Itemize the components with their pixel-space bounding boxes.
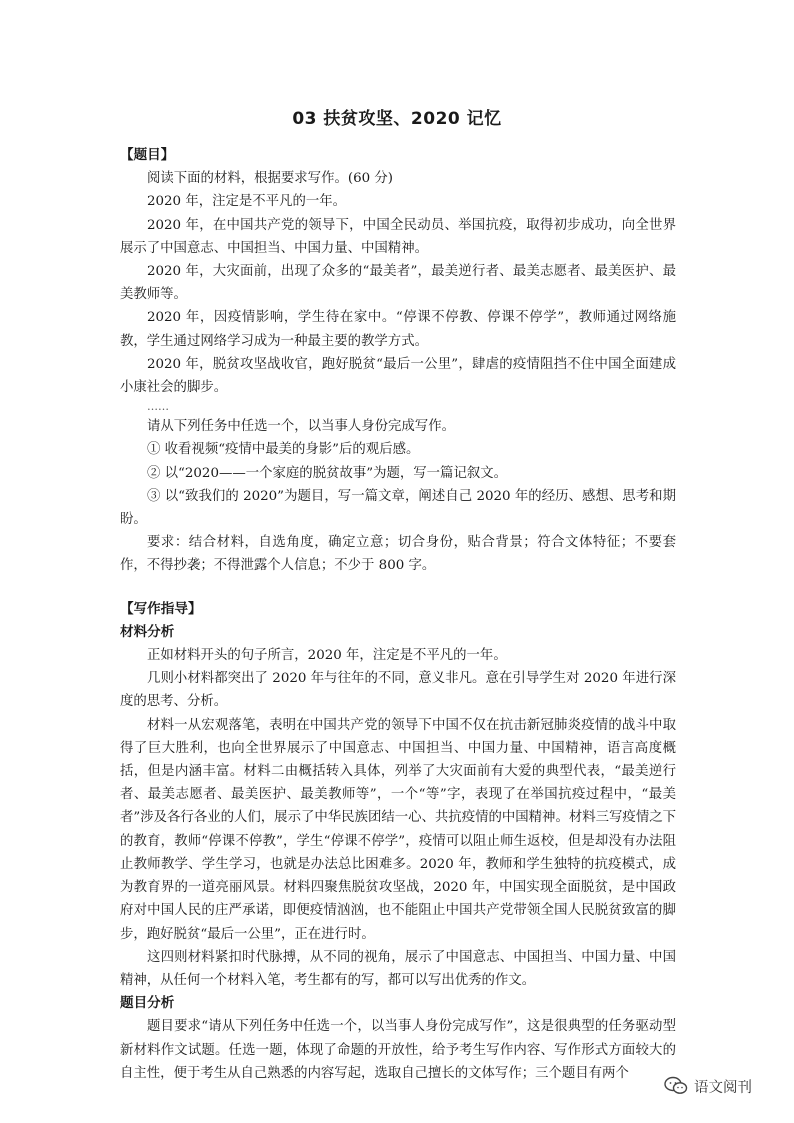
document-body — [120, 144, 676, 1085]
analysis-paragraph: 这四则材料紧扣时代脉搏，从不同的视角，展示了中国意志、中国担当、中国力量、中国精神，从任何一个材料入笔，考生都有的写，都可以写出优秀的作文。 — [120, 949, 676, 988]
topic-paragraph: 题目要求“请从下列任务中任选一个，以当事人身份完成写作”，这是很典型的任务驱动型新材料作文试题。任选一题，体现了命题的开放性，给予考生写作内容、写作形式方面较大的自主性，便于考生从自己熟悉的内容写起，选取自己擅长的文体写作；三个题目有两个 — [120, 1019, 676, 1081]
analysis-paragraph: 几则小材料都突出了 2020 年与往年的不同，意义非凡。意在引导学生对 2020 年进行深度的思考、分析。 — [120, 671, 676, 710]
material-analysis-heading: 材料分析 — [120, 623, 175, 640]
prompt-paragraph: 2020 年，在中国共产党的领导下，中国全民动员、举国抗疫，取得初步成功，向全世界展示了中国意志、中国担当、中国力量、中国精神。 — [120, 217, 676, 256]
task-item: ① 收看视频“疫情中最美的身影”后的观后感。 — [147, 442, 420, 458]
topic-analysis-heading: 题目分析 — [120, 995, 175, 1012]
prompt-paragraph: 2020 年，因疫情影响，学生待在家中。“停课不停教、停课不停学”，教师通过网络施教，学生通过网络学习成为一种最主要的教学方式。 — [120, 310, 676, 349]
analysis-paragraph: 正如材料开头的句子所言，2020 年，注定是不平凡的一年。 — [147, 648, 507, 664]
prompt-paragraph: 2020 年，大灾面前，出现了众多的“最美者”，最美逆行者、最美志愿者、最美医护、最美教师等。 — [120, 264, 676, 303]
prompt-paragraph: 阅读下面的材料，根据要求写作。(60 分) — [147, 171, 393, 187]
analysis-paragraph: 材料一从宏观落笔，表明在中国共产党的领导下中国不仅在抗击新冠肺炎疫情的战斗中取得了巨大胜利，也向全世界展示了中国意志、中国担当、中国力量、中国精神，语言高度概括，但是内涵丰富。材料二由概括转入具体，列举了大灾面前有大爱的典型代表，“最美逆行者、最美志愿者、最美医护、最美教师等”，一个“等”字，表现了在举国抗疫过程中，“最美者”涉及各行各业的人们，展示了中华民族团结一心、共抗疫情的中国精神。材料三写疫情之下的教育，教师“停课不停教”，学生“停课不停学”，疫情可以阻止师生返校，但是却没有办法阻止教师教学、学生学习，也就是办法总比困难多。2020 年，教师和学生独特的抗疫模式，成为教育界的一道亮丽风景。材料四聚焦脱贫攻坚战，2020 年，中国实现全面脱贫，是中国政府对中国人民的庄严承诺，即便疫情汹汹，也不能阻止中国共产党带领全国人民脱贫致富的脚步，跑好脱贫“最后一公里”，正在进行时。 — [120, 717, 676, 942]
prompt-heading: 【题目】 — [120, 147, 175, 163]
prompt-paragraph: 2020 年，脱贫攻坚战收官，跑好脱贫“最后一公里”，肆虐的疫情阻挡不住中国全面建成小康社会的脚步。 — [120, 356, 676, 396]
wechat-icon — [664, 1076, 688, 1096]
watermark-text: 语文阅刊 — [694, 1079, 752, 1096]
prompt-paragraph: 2020 年，注定是不平凡的一年。 — [147, 194, 347, 210]
page-title: 03 扶贫攻坚、2020 记忆 — [292, 109, 502, 129]
watermark — [664, 1072, 752, 1100]
task-item: ② 以“2020——一个家庭的脱贫故事”为题，写一篇记叙文。 — [147, 465, 508, 481]
requirements: 要求：结合材料，自选角度，确定立意；切合身份，贴合背景；符合文体特征；不要套作，不得抄袭；不得泄露个人信息；不少于 800 字。 — [120, 535, 676, 574]
prompt-ellipsis: …… — [147, 400, 169, 414]
task-intro: 请从下列任务中任选一个，以当事人身份完成写作。 — [147, 419, 455, 435]
task-item: ③ 以“致我们的 2020”为题目，写一篇文章，阐述自己 2020 年的经历、感想、思考和期盼。 — [120, 488, 676, 528]
guide-heading: 【写作指导】 — [120, 600, 202, 617]
